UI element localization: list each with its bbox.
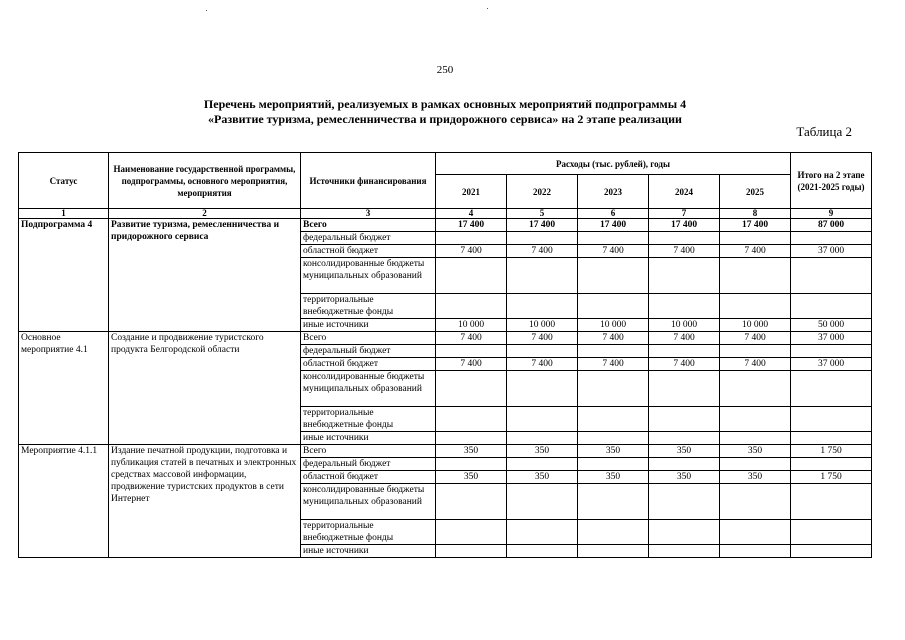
column-number: 8 <box>720 209 791 219</box>
value-cell: 17 400 <box>507 219 578 232</box>
total-cell <box>791 484 872 520</box>
source-cell: консолидированные бюджеты муниципальных образований <box>301 258 436 294</box>
total-cell <box>791 545 872 558</box>
source-cell: федеральный бюджет <box>301 232 436 245</box>
value-cell <box>507 294 578 319</box>
value-cell <box>578 294 649 319</box>
value-cell: 350 <box>436 445 507 458</box>
total-cell: 37 000 <box>791 245 872 258</box>
value-cell <box>649 345 720 358</box>
value-cell <box>649 258 720 294</box>
value-cell <box>436 520 507 545</box>
table-row <box>19 445 872 458</box>
value-cell <box>436 345 507 358</box>
source-cell: территориальные внебюджетные фонды <box>301 520 436 545</box>
value-cell: 10 000 <box>507 319 578 332</box>
value-cell: 7 400 <box>578 358 649 371</box>
column-number: 1 <box>19 209 109 219</box>
source-cell: иные источники <box>301 545 436 558</box>
value-cell <box>436 258 507 294</box>
table-body <box>19 219 872 558</box>
column-numbers-row <box>19 209 872 219</box>
value-cell <box>507 432 578 445</box>
value-cell <box>649 458 720 471</box>
source-cell: областной бюджет <box>301 358 436 371</box>
value-cell <box>649 232 720 245</box>
value-cell <box>507 520 578 545</box>
value-cell: 10 000 <box>720 319 791 332</box>
value-cell: 17 400 <box>578 219 649 232</box>
value-cell <box>436 484 507 520</box>
value-cell <box>649 407 720 432</box>
total-cell: 87 000 <box>791 219 872 232</box>
value-cell: 10 000 <box>578 319 649 332</box>
total-cell <box>791 371 872 407</box>
page-number: 250 <box>436 64 454 76</box>
value-cell <box>507 232 578 245</box>
value-cell: 7 400 <box>720 245 791 258</box>
source-cell: территориальные внебюджетные фонды <box>301 294 436 319</box>
value-cell <box>578 458 649 471</box>
source-cell: территориальные внебюджетные фонды <box>301 407 436 432</box>
name-cell: Развитие туризма, ремесленничества и придорожного сервиса <box>109 219 301 332</box>
value-cell <box>720 520 791 545</box>
value-cell <box>649 484 720 520</box>
value-cell: 7 400 <box>578 332 649 345</box>
value-cell <box>578 371 649 407</box>
document-title-line-2: «Развитие туризма, ремесленничества и придорожного сервиса» на 2 этапе реализации <box>208 112 682 126</box>
value-cell <box>436 458 507 471</box>
value-cell: 350 <box>578 471 649 484</box>
total-cell <box>791 432 872 445</box>
value-cell <box>507 371 578 407</box>
value-cell <box>578 520 649 545</box>
value-cell: 350 <box>649 471 720 484</box>
value-cell <box>720 484 791 520</box>
value-cell <box>436 294 507 319</box>
value-cell <box>507 258 578 294</box>
value-cell: 10 000 <box>649 319 720 332</box>
value-cell: 7 400 <box>507 332 578 345</box>
value-cell: 7 400 <box>436 245 507 258</box>
total-cell: 1 750 <box>791 445 872 458</box>
value-cell: 17 400 <box>720 219 791 232</box>
value-cell <box>436 232 507 245</box>
header-expenses: Расходы (тыс. рублей), годы <box>436 153 791 175</box>
header-status: Статус <box>19 153 109 209</box>
table-label: Таблица 2 <box>796 124 852 139</box>
activities-table <box>18 152 872 558</box>
value-cell <box>720 432 791 445</box>
total-cell <box>791 345 872 358</box>
name-cell: Создание и продвижение туристского продукта Белгородской области <box>109 332 301 445</box>
total-cell <box>791 458 872 471</box>
value-cell: 350 <box>507 445 578 458</box>
scan-artifact <box>206 10 207 11</box>
value-cell <box>436 432 507 445</box>
value-cell <box>578 407 649 432</box>
value-cell <box>649 545 720 558</box>
table-header <box>19 153 872 219</box>
value-cell: 7 400 <box>649 332 720 345</box>
value-cell: 7 400 <box>507 358 578 371</box>
header-year: 2023 <box>578 175 649 209</box>
total-cell: 37 000 <box>791 358 872 371</box>
source-cell: областной бюджет <box>301 471 436 484</box>
total-cell: 37 000 <box>791 332 872 345</box>
value-cell <box>507 484 578 520</box>
value-cell: 7 400 <box>649 358 720 371</box>
source-cell: иные источники <box>301 319 436 332</box>
value-cell <box>578 545 649 558</box>
value-cell: 10 000 <box>436 319 507 332</box>
column-number: 6 <box>578 209 649 219</box>
header-year: 2021 <box>436 175 507 209</box>
total-cell <box>791 232 872 245</box>
value-cell: 350 <box>649 445 720 458</box>
value-cell <box>507 458 578 471</box>
value-cell: 17 400 <box>649 219 720 232</box>
value-cell: 17 400 <box>436 219 507 232</box>
status-cell: Мероприятие 4.1.1 <box>19 445 109 558</box>
column-number: 2 <box>109 209 301 219</box>
source-cell: иные источники <box>301 432 436 445</box>
source-cell: федеральный бюджет <box>301 345 436 358</box>
name-cell: Издание печатной продукции, подготовка и публикация статей в печатных и электронных средствах массовой информации, продвижение туристских продуктов в сети Интернет <box>109 445 301 558</box>
value-cell <box>507 545 578 558</box>
document-title-line-1: Перечень мероприятий, реализуемых в рамках основных мероприятий подпрограммы 4 <box>203 97 687 111</box>
value-cell <box>436 371 507 407</box>
value-cell: 7 400 <box>578 245 649 258</box>
total-cell <box>791 258 872 294</box>
source-cell: Всего <box>301 332 436 345</box>
value-cell: 350 <box>436 471 507 484</box>
column-number: 5 <box>507 209 578 219</box>
column-number: 9 <box>791 209 872 219</box>
column-number: 3 <box>301 209 436 219</box>
value-cell <box>507 345 578 358</box>
value-cell <box>578 484 649 520</box>
source-cell: консолидированные бюджеты муниципальных образований <box>301 371 436 407</box>
source-cell: Всего <box>301 219 436 232</box>
value-cell: 350 <box>720 471 791 484</box>
header-total: Итого на 2 этапе (2021-2025 годы) <box>791 153 872 209</box>
header-year: 2025 <box>720 175 791 209</box>
scan-artifact <box>487 8 488 9</box>
source-cell: консолидированные бюджеты муниципальных образований <box>301 484 436 520</box>
header-year: 2024 <box>649 175 720 209</box>
value-cell <box>720 458 791 471</box>
value-cell: 7 400 <box>436 358 507 371</box>
value-cell: 7 400 <box>720 358 791 371</box>
value-cell <box>649 520 720 545</box>
header-sources: Источники финансирования <box>301 153 436 209</box>
source-cell: Всего <box>301 445 436 458</box>
value-cell: 7 400 <box>649 245 720 258</box>
value-cell <box>436 407 507 432</box>
total-cell <box>791 294 872 319</box>
total-cell: 1 750 <box>791 471 872 484</box>
value-cell <box>720 294 791 319</box>
value-cell: 7 400 <box>436 332 507 345</box>
table-row <box>19 219 872 232</box>
value-cell <box>649 294 720 319</box>
header-name: Наименование государственной программы, подпрограммы, основного мероприятия, мероприятия <box>109 153 301 209</box>
value-cell: 350 <box>507 471 578 484</box>
header-year: 2022 <box>507 175 578 209</box>
document-title <box>0 97 890 127</box>
value-cell <box>649 432 720 445</box>
column-number: 4 <box>436 209 507 219</box>
total-cell: 50 000 <box>791 319 872 332</box>
value-cell <box>649 371 720 407</box>
value-cell <box>720 345 791 358</box>
value-cell <box>578 232 649 245</box>
status-cell: Подпрограмма 4 <box>19 219 109 332</box>
value-cell: 350 <box>720 445 791 458</box>
value-cell: 7 400 <box>507 245 578 258</box>
value-cell: 7 400 <box>720 332 791 345</box>
value-cell: 350 <box>578 445 649 458</box>
value-cell <box>720 407 791 432</box>
source-cell: федеральный бюджет <box>301 458 436 471</box>
value-cell <box>720 232 791 245</box>
value-cell <box>720 371 791 407</box>
value-cell <box>436 545 507 558</box>
total-cell <box>791 520 872 545</box>
status-cell: Основное мероприятие 4.1 <box>19 332 109 445</box>
value-cell <box>720 258 791 294</box>
column-number: 7 <box>649 209 720 219</box>
value-cell <box>507 407 578 432</box>
value-cell <box>720 545 791 558</box>
value-cell <box>578 432 649 445</box>
value-cell <box>578 345 649 358</box>
source-cell: областной бюджет <box>301 245 436 258</box>
value-cell <box>578 258 649 294</box>
table-row <box>19 332 872 345</box>
total-cell <box>791 407 872 432</box>
